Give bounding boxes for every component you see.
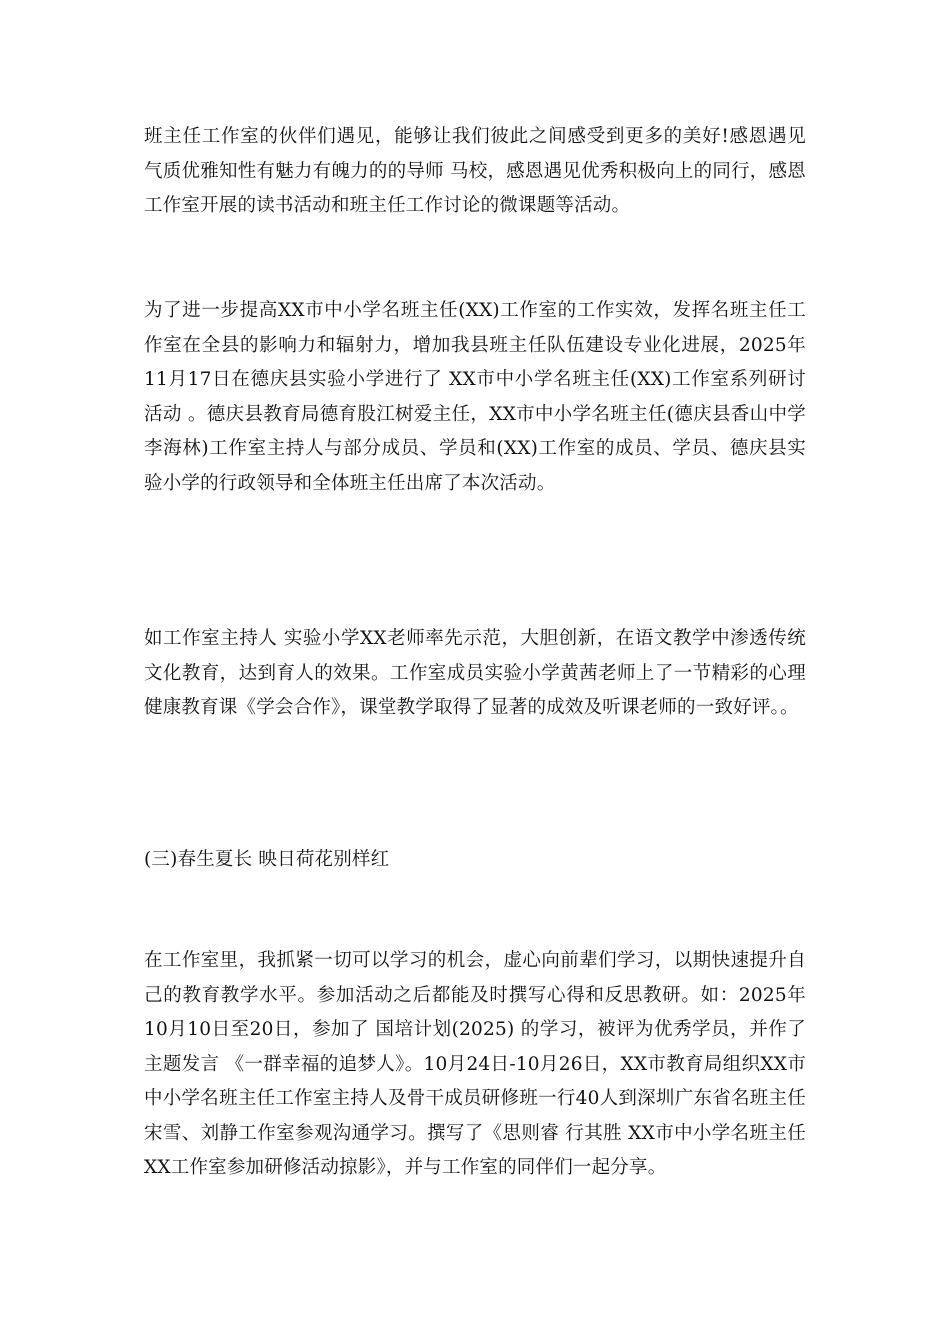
- paragraph-learning-growth: 在工作室里，我抓紧一切可以学习的机会，虚心向前辈们学习，以期快速提升自己的教育教学水平。参加活动之后都能及时撰写心得和反思教研。如：2025年10月10日至20日，参加了 国培计划(2025) 的学习，被评为优秀学员，并作了主题发言 《一群幸福的追梦人》。10月24日-10月26日，XX市教育局组织XX市中小学名班主任工作室主持人及骨干成员研修班一行40人到深圳广东省名班主任宋雪、刘静工作室参观沟通学习。撰写了《思则睿 行其胜 XX市中小学名班主任XX工作室参加研修活动掠影》，并与工作室的同伴们一起分享。: [144, 950, 806, 1178]
- paragraph-gratitude: 班主任工作室的伙伴们遇见，能够让我们彼此之间感受到更多的美好!感恩遇见气质优雅知性有魅力有魄力的的导师 马校，感恩遇见优秀积极向上的同行，感恩工作室开展的读书活动和班主任工作讨论的微课题等活动。: [144, 126, 806, 216]
- paragraph-research-activity: 为了进一步提高XX市中小学名班主任(XX)工作室的工作实效，发挥名班主任工作室在全县的影响力和辐射力，增加我县班主任队伍建设专业化进展，2025年11月17日在德庆县实验小学进行了 XX市中小学名班主任(XX)工作室系列研讨活动 。德庆县教育局德育股江树爱主任，XX市中小学名班主任(德庆县香山中学李海林)工作室主持人与部分成员、学员和(XX)工作室的成员、学员、德庆县实验小学的行政领导和全体班主任出席了本次活动。: [144, 300, 806, 494]
- section-heading: (三)春生夏长 映日荷花别样红: [144, 849, 390, 870]
- paragraph-demonstration-lesson: 如工作室主持人 实验小学XX老师率先示范，大胆创新，在语文教学中渗透传统文化教育，达到育人的效果。工作室成员实验小学黄茜老师上了一节精彩的心理健康教育课《学会合作》，课堂教学取得了显著的成效及听课老师的一致好评。。: [144, 628, 806, 718]
